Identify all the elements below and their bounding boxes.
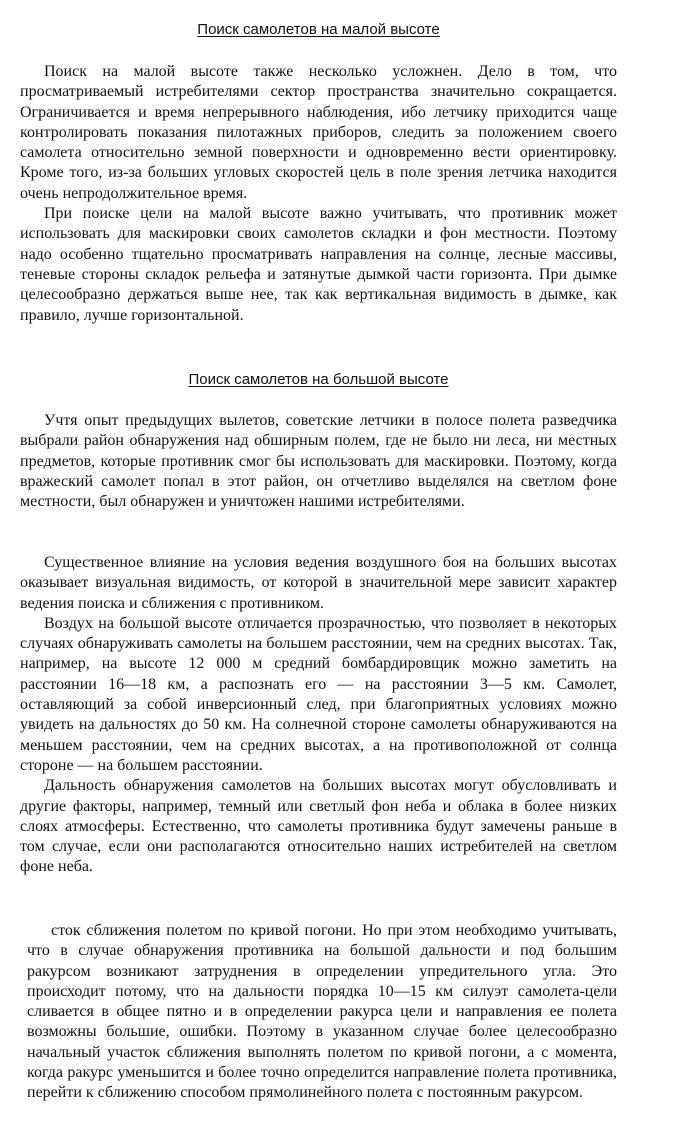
- paragraph-high-altitude-4: Дальность обнаружения самолетов на больших высотах могут обусловливать и другие факторы, например, темный или светлый фон неба и облака в более низких слоях атмосферы. Естественно, что самолеты противника будут замечены раньше в том случае, если они располагаются относительно наших истребителей на светлом фоне неба.: [20, 777, 617, 876]
- heading-high-altitude: Поиск самолетов на большой высоте: [188, 371, 449, 388]
- section-high-altitude-intro: [20, 411, 617, 512]
- section-high-altitude-main: [20, 553, 617, 878]
- paragraph-high-altitude-3: Воздух на большой высоте отличается прозрачностью, что позволяет в некоторых случаях обнаруживать самолеты на большем расстоянии, чем на средних высотах. Так, например, на высоте 12 000 м средний бомбардировщик можно заметить на расстоянии 16—18 км, а распознать его — на расстоянии 3—5 км. Самолет, оставляющий за собой инверсионный след, при благоприятных условиях можно увидеть на дальностях до 50 км. На солнечной стороне самолеты обнаруживаются на меньшем расстоянии, чем на средних высотах, а на противоположной от солнца стороне — на большем расстоянии.: [20, 614, 617, 774]
- paragraph-low-altitude-2: При поиске цели на малой высоте важно учитывать, что противник может использовать для маскировки своих самолетов складки и фон местности. Поэтому надо особенно тщательно просматривать направления на солнце, лесные массивы, теневые стороны складок рельефа и затянутые дымкой части горизонта. При дымке целесообразно держаться выше нее, так как вертикальная видимость в дымке, как правило, лучше горизонтальной.: [20, 205, 617, 324]
- paragraph-approach: сток сближения полетом по кривой погони. Но при этом необходимо учитывать, что в случае обнаружения противника на большой дальности и под большим ракурсом возникают затруднения в определении упредительного угла. Это происходит потому, что на дальности порядка 10—15 км силуэт самолета-цели сливается в общее пятно и в определении ракурса цели и направления ее полета возможны большие, ошибки. Поэтому в указанном случае более целесообразно начальный участок сближения выполнять полетом по кривой погони, а с момента, когда ракурс уменьшится и более точно определится направление полета противника, перейти к сближению способом прямолинейного полета с постоянным ракурсом.: [27, 922, 617, 1102]
- heading-low-altitude: Поиск самолетов на малой высоте: [197, 21, 440, 38]
- section-approach: [27, 921, 617, 1104]
- paragraph-high-altitude-1: Учтя опыт предыдущих вылетов, советские летчики в полосе полета разведчика выбрали район обнаружения над обширным полем, где не было ни леса, ни местных предметов, которые противник смог бы использовать для маскировки. Поэтому, когда вражеский самолет попал в этот район, он отчетливо выделялся на светлом фоне местности, был обнаружен и уничтожен нашими истребителями.: [20, 412, 617, 511]
- section-low-altitude: [20, 62, 617, 326]
- paragraph-low-altitude-1: Поиск на малой высоте также несколько усложнен. Дело в том, что просматриваемый истребителями сектор пространства значительно сокращается. Ограничивается и время непрерывного наблюдения, ибо летчику приходится чаще контролировать показания пилотажных приборов, следить за положением своего самолета относительно земной поверхности и одновременно вести ориентировку. Кроме того, из-за больших угловых скоростей цель в поле зрения летчика находится очень непродолжительное время.: [20, 63, 617, 202]
- paragraph-high-altitude-2: Существенное влияние на условия ведения воздушного боя на больших высотах оказывает визуальная видимость, от которой в значительной мере зависит характер ведения поиска и сближения с противником.: [20, 554, 617, 612]
